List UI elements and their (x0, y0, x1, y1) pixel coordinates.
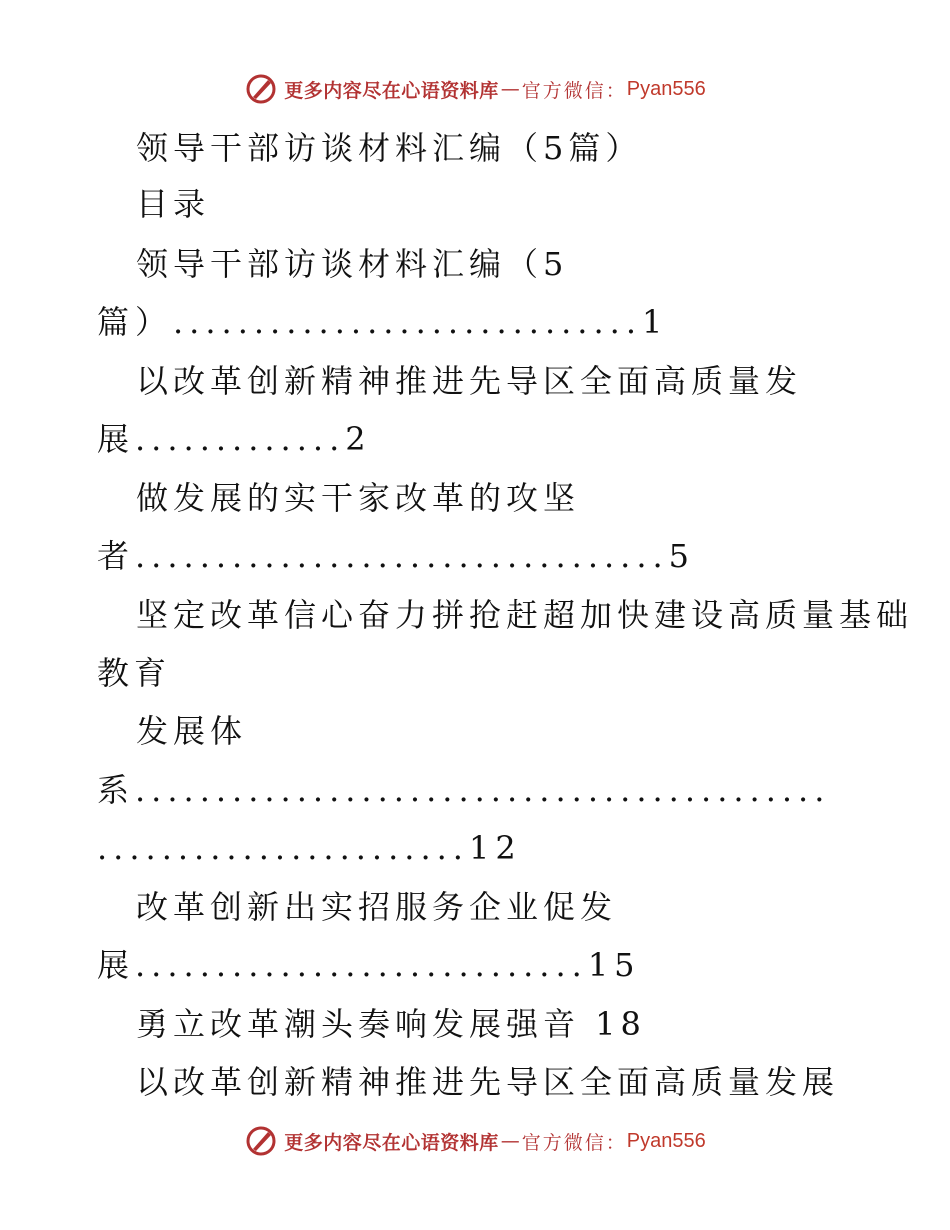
toc-line: 展............................15 (97, 946, 641, 984)
watermark-separator: — (500, 78, 520, 100)
toc-line: 改革创新出实招服务企业促发 (136, 888, 618, 926)
watermark-label: 官方微信： (521, 1131, 627, 1154)
document-title: 领导干部访谈材料汇编（5篇） (136, 129, 643, 167)
watermark-id: Pyan556 (626, 1129, 706, 1152)
header-watermark (0, 72, 950, 106)
toc-line: 坚定改革信心奋力拼抢赶超加快建设高质量基础 (136, 596, 914, 634)
quill-pen-icon (244, 72, 278, 106)
toc-line: 者.................................5 (97, 537, 696, 575)
footer-watermark (0, 1124, 950, 1158)
toc-line: 展.............2 (97, 420, 372, 458)
watermark-id: Pyan556 (626, 77, 706, 100)
toc-line: 做发展的实干家改革的攻坚 (136, 479, 581, 517)
toc-heading: 目录 (136, 185, 211, 223)
toc-line: 勇立改革潮头奏响发展强音 18 (136, 1005, 646, 1043)
watermark-separator: — (500, 1130, 520, 1152)
quill-pen-icon (244, 1124, 278, 1158)
toc-line: 篇）.............................1 (97, 303, 669, 341)
watermark-text: 更多内容尽在心语资料库 (284, 79, 499, 102)
toc-line: 以改革创新精神推进先导区全面高质量发 (136, 362, 803, 400)
toc-line: 教育 (97, 654, 172, 692)
toc-line: 系........................................... (97, 771, 831, 809)
watermark-text: 更多内容尽在心语资料库 (284, 1131, 499, 1154)
toc-line: 以改革创新精神推进先导区全面高质量发展 (136, 1063, 840, 1101)
toc-line: 发展体 (136, 712, 248, 750)
watermark-label: 官方微信： (521, 79, 627, 102)
toc-line: .......................12 (97, 829, 522, 867)
toc-line: 领导干部访谈材料汇编（5 (136, 245, 569, 283)
